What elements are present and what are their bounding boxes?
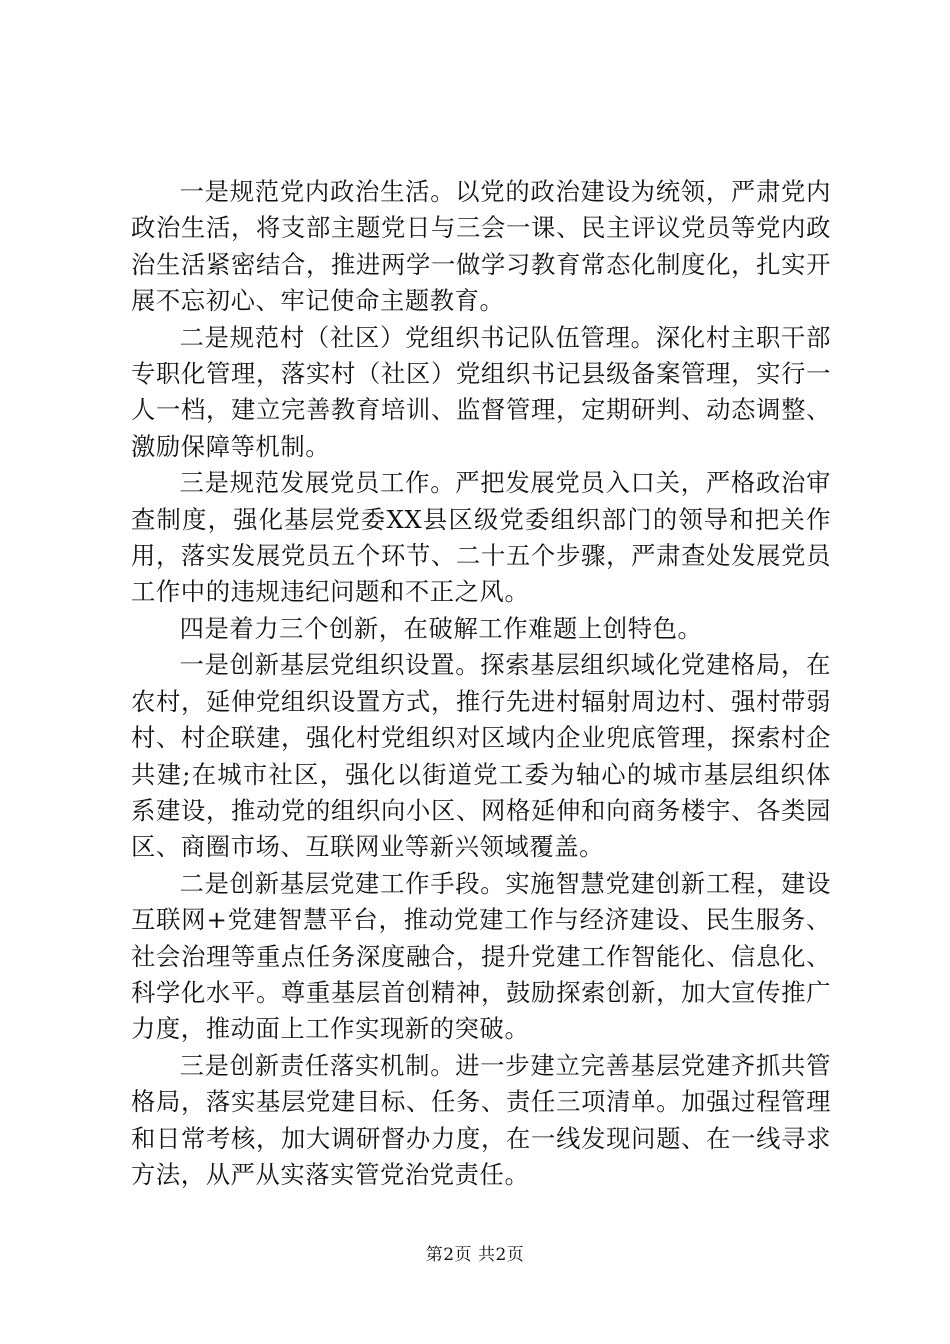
paragraph-6: 二是创新基层党建工作手段。实施智慧党建创新工程，建设互联网+党建智慧平台，推动党建工作与经济建设、民生服务、社会治理等重点任务深度融合，提升党建工作智能化、信息化、科学化水平。尊重基层首创精神，鼓励探索创新，加大宣传推广力度，推动面上工作实现新的突破。 <box>131 868 831 1044</box>
paragraph-1: 一是规范党内政治生活。以党的政治建设为统领，严肃党内政治生活，将支部主题党日与三会一课、民主评议党员等党内政治生活紧密结合，推进两学一做学习教育常态化制度化，扎实开展不忘初心、牢记使命主题教育。 <box>131 177 831 316</box>
paragraph-2: 二是规范村（社区）党组织书记队伍管理。深化村主职干部专职化管理，落实村（社区）党组织书记县级备案管理，实行一人一档，建立完善教育培训、监督管理，定期研判、动态调整、激励保障等机制。 <box>131 322 831 461</box>
page-footer: 第2页 共2页 <box>425 1245 525 1265</box>
document-body <box>131 174 831 1193</box>
paragraph-4: 四是着力三个创新，在破解工作难题上创特色。 <box>179 613 703 643</box>
paragraph-5: 一是创新基层党组织设置。探索基层组织域化党建格局，在农村，延伸党组织设置方式，推行先进村辐射周边村、强村带弱村、村企联建，强化村党组织对区域内企业兜底管理，探索村企共建;在城市社区，强化以街道党工委为轴心的城市基层组织体系建设，推动党的组织向小区、网格延伸和向商务楼宇、各类园区、商圈市场、互联网业等新兴领域覆盖。 <box>131 650 831 862</box>
paragraph-3: 三是规范发展党员工作。严把发展党员入口关，严格政治审查制度，强化基层党委XX县区级党委组织部门的领导和把关作用，落实发展党员五个环节、二十五个步骤，严肃查处发展党员工作中的违规违纪问题和不正之风。 <box>131 468 831 607</box>
paragraph-7: 三是创新责任落实机制。进一步建立完善基层党建齐抓共管格局，落实基层党建目标、任务、责任三项清单。加强过程管理和日常考核，加大调研督办力度，在一线发现问题、在一线寻求方法，从严从实落实管党治党责任。 <box>131 1050 831 1189</box>
